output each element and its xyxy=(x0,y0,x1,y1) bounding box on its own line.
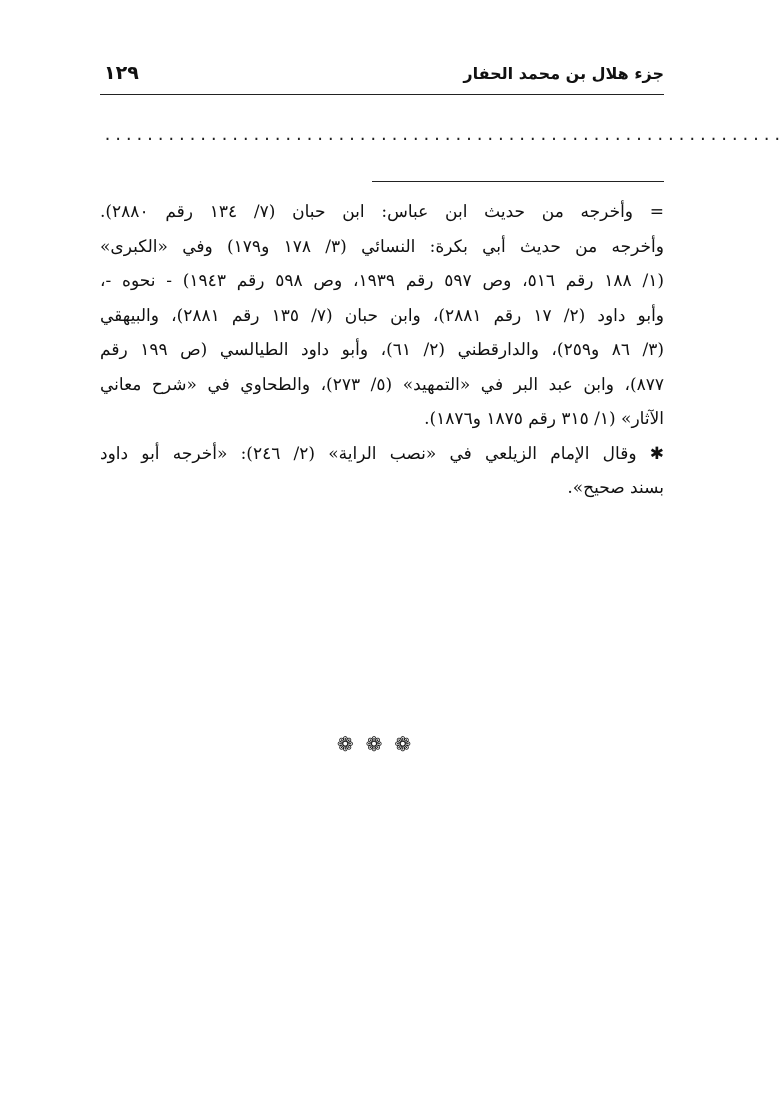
page-number: ١٢٩ xyxy=(104,62,139,84)
footnote-line: ✱ وقال الإمام الزيلعي في «نصب الراية» (٢/ ٢٤٦): «أخرجه أبو داود xyxy=(100,443,664,464)
footnote-line: = وأخرجه من حديث ابن عباس: ابن حبان (٧/ ١٣٤ رقم ٢٨٨٠). xyxy=(100,202,664,222)
footnote-block xyxy=(100,195,664,506)
footnote-line: ٨٧٧)، وابن عبد البر في «التمهيد» (٥/ ٢٧٣)، والطحاوي في «شرح معاني xyxy=(100,374,664,395)
dotted-separator: ................................................................ xyxy=(103,126,783,144)
footnote-line: (٣/ ٨٦ و٢٥٩)، والدارقطني (٢/ ٦١)، وأبو داود الطيالسي (ص ١٩٩ رقم xyxy=(100,340,665,360)
flower-ornament-icon: ❁❁❁ xyxy=(336,732,424,756)
footnote-line: بسند صحيح». xyxy=(567,478,664,498)
footnote-line: وأخرجه من حديث أبي بكرة: النسائي (٣/ ١٧٨ و١٧٩) وفي «الكبرى» xyxy=(100,236,664,257)
footnote-line: وأبو داود (٢/ ١٧ رقم ٢٨٨١)، وابن حبان (٧/ ١٣٥ رقم ٢٨٨١)، والبيهقي xyxy=(100,305,665,326)
running-header xyxy=(100,62,664,95)
footnote-rule xyxy=(372,181,664,182)
book-title: جزء هلال بن محمد الحفار xyxy=(463,64,664,83)
footnote-line: (١/ ١٨٨ رقم ٥١٦، وص ٥٩٧ رقم ١٩٣٩، وص ٥٩٨ رقم ١٩٤٣) - نحوه -، xyxy=(100,271,664,291)
footnote-line: الآثار» (١/ ٣١٥ رقم ١٨٧٥ و١٨٧٦). xyxy=(424,409,664,429)
